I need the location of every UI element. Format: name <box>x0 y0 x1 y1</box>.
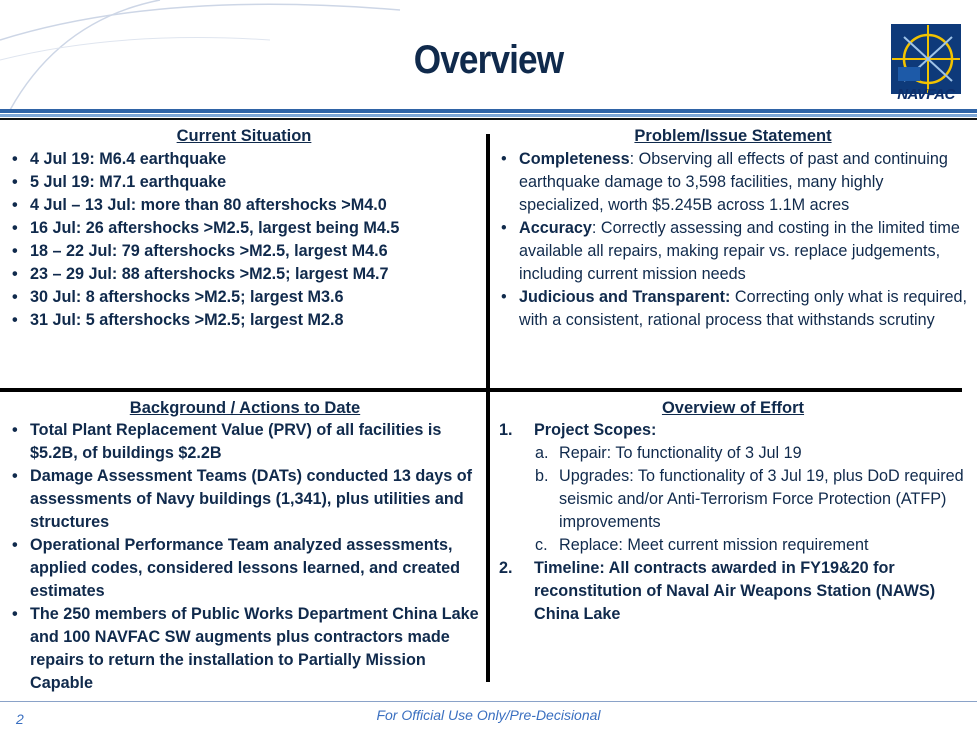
item-text: Correcting only what is required, with a consistent, rational process that withstands scrutiny <box>519 288 968 329</box>
list-item: • 4 Jul 19: M6.4 earthquake <box>8 148 480 171</box>
current-situation-heading: Current Situation <box>176 127 312 145</box>
item-text: Timeline: All contracts awarded in FY19&20 for reconstitution of Naval Air Weapons Station (NAWS) China Lake <box>534 559 936 623</box>
sub-letter: a. <box>535 444 549 462</box>
list-item: • 5 Jul 19: M7.1 earthquake <box>8 171 480 194</box>
effort-item-1 <box>497 419 969 442</box>
effort-subitem <box>497 465 969 534</box>
background-heading: Background / Actions to Date <box>129 399 361 417</box>
list-item: • 4 Jul – 13 Jul: more than 80 aftershocks >M4.0 <box>8 194 480 217</box>
sub-text: Repair: To functionality of 3 Jul 19 <box>559 444 802 462</box>
item-label: Project Scopes: <box>534 421 657 439</box>
effort-section <box>497 398 969 626</box>
footer-classification: For Official Use Only/Pre-Decisional <box>376 707 601 723</box>
list-item: • The 250 members of Public Works Department China Lake and 100 NAVFAC SW augments plus contractors made repairs to return the installation to Partially Mission Capable <box>8 603 482 695</box>
sub-letter: b. <box>535 467 549 485</box>
list-item: • 23 – 29 Jul: 88 aftershocks >M2.5; largest M4.7 <box>8 263 480 286</box>
footer-rule <box>0 701 977 702</box>
sub-letter: c. <box>535 536 548 554</box>
page-title: Overview <box>413 38 564 82</box>
background-section <box>8 398 482 695</box>
problem-statement-section <box>497 126 969 332</box>
list-item: • Operational Performance Team analyzed assessments, applied codes, considered lessons learned, and created estimates <box>8 534 482 603</box>
vertical-divider <box>486 134 490 682</box>
list-item: • 16 Jul: 26 aftershocks >M2.5, largest being M4.5 <box>8 217 480 240</box>
item-text: : Correctly assessing and costing in the limited time available all repairs, making repair vs. replace judgements, including current mission needs <box>519 219 960 283</box>
item-text: : Observing all effects of past and continuing earthquake damage to 3,598 facilities, many highly specialized, worth $5.245B across 1.1M acres <box>519 150 948 214</box>
effort-subitem <box>497 534 969 557</box>
list-item <box>497 217 969 286</box>
list-item: • Damage Assessment Teams (DATs) conducted 13 days of assessments of Navy buildings (1,341), plus utilities and structures <box>8 465 482 534</box>
sub-text: Upgrades: To functionality of 3 Jul 19, plus DoD required seismic and/or Anti-Terrorism Force Protection (ATFP) improvements <box>559 467 964 531</box>
effort-subitem <box>497 442 969 465</box>
effort-heading: Overview of Effort <box>661 399 805 417</box>
header-rule-light <box>0 114 977 117</box>
item-term: Completeness <box>519 150 630 168</box>
problem-statement-heading: Problem/Issue Statement <box>634 127 832 145</box>
effort-item-2 <box>497 557 969 626</box>
horizontal-divider <box>0 388 962 392</box>
current-situation-section <box>8 126 480 332</box>
navfac-logo-text: NAVFAC <box>897 86 955 103</box>
sub-text: Replace: Meet current mission requirement <box>559 536 869 554</box>
item-number: 1. <box>499 421 513 439</box>
list-item: • 30 Jul: 8 aftershocks >M2.5; largest M3.6 <box>8 286 480 309</box>
list-item <box>497 148 969 217</box>
list-item: • Total Plant Replacement Value (PRV) of all facilities is $5.2B, of buildings $2.2B <box>8 419 482 465</box>
header-rule <box>0 109 977 113</box>
item-term: Judicious and Transparent: <box>519 288 731 306</box>
header-rule-dark <box>0 118 977 120</box>
page-number: 2 <box>16 711 24 727</box>
list-item <box>497 286 969 332</box>
item-term: Accuracy <box>519 219 592 237</box>
list-item: • 18 – 22 Jul: 79 aftershocks >M2.5, largest M4.6 <box>8 240 480 263</box>
item-number: 2. <box>499 559 513 577</box>
list-item: • 31 Jul: 5 aftershocks >M2.5; largest M2.8 <box>8 309 480 332</box>
